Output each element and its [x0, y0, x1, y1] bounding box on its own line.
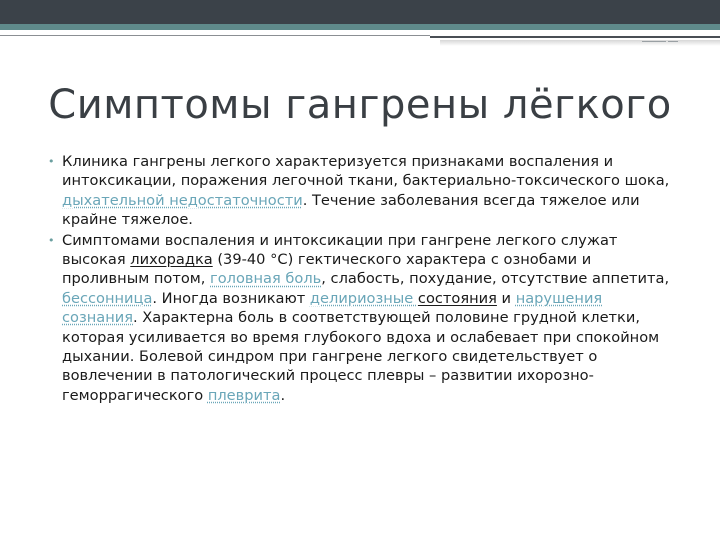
bullet-text: . Иногда возникают	[152, 289, 310, 307]
link-states[interactable]: состояния	[417, 289, 497, 307]
link-respiratory-failure[interactable]: дыхательной недостаточности	[62, 191, 303, 209]
bullet-text: Клиника гангрены легкого характеризуется признаками воспаления и интоксикации, поражения легочной ткани, бактериально-токсического шока,	[62, 153, 670, 190]
bullet-marker-icon: •	[48, 155, 55, 168]
bullet-text: Симптомами воспаления и интоксикации при гангрене легкого служат высокая	[62, 231, 618, 269]
bullet-text: .	[280, 386, 286, 404]
accent-strip	[0, 24, 720, 30]
divider-line-left	[0, 35, 430, 36]
link-insomnia[interactable]: бессонница	[62, 289, 153, 307]
link-delirium[interactable]: делириозные	[309, 289, 418, 307]
link-pleurisy[interactable]: плеврита	[207, 386, 281, 404]
decorative-mark	[668, 41, 678, 42]
link-consciousness-disorder[interactable]: нарушения сознания	[62, 289, 603, 327]
divider-line-right	[430, 36, 720, 38]
bullet-text: (39-40 °С) гектического характера с ознобами и проливным потом,	[62, 251, 592, 288]
bullet-text: и	[496, 289, 516, 307]
divider-shadow	[440, 40, 720, 46]
slide-body	[46, 152, 676, 406]
bullet-text: . Течение заболевания всегда тяжелое или крайне тяжелое.	[62, 191, 640, 229]
bullet-marker-icon: •	[48, 233, 55, 247]
link-fever[interactable]: лихорадка	[130, 251, 213, 269]
bullet-paragraph	[46, 231, 676, 406]
bullet-paragraph	[46, 152, 676, 230]
slide-title: Симптомы гангрены лёгкого	[48, 82, 672, 128]
bullet-text: . Характерна боль в соответствующей половине грудной клетки, которая усиливается во время глубокого вдоха и ослабевает при спокойном дыхании. Болевой синдром при гангрене легкого свидетельствует о вовлечении в патологический процесс плевры – развитии ихорозно-геморрагического	[62, 309, 660, 404]
bullet-text: , слабость, похудание, отсутствие аппетита,	[321, 270, 670, 288]
link-headache[interactable]: головная боль	[210, 270, 322, 288]
top-header-bar	[0, 0, 720, 24]
decorative-mark	[642, 41, 666, 42]
